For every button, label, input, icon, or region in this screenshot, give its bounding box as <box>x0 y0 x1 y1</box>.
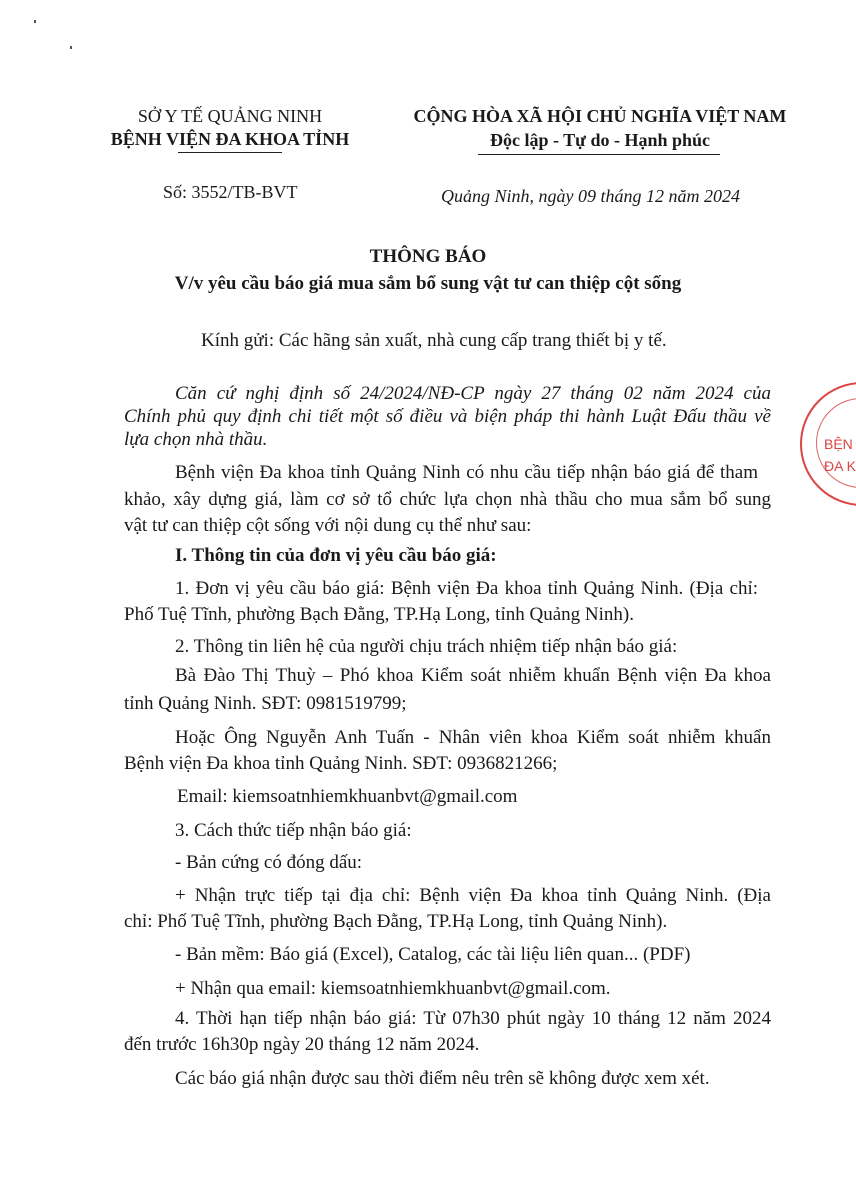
soft-copy-line: - Bản mềm: Báo giá (Excel), Catalog, các tài liệu liên quan... (PDF) <box>175 944 691 965</box>
item-2: 2. Thông tin liên hệ của người chịu trách nhiệm tiếp nhận báo giá: <box>175 636 678 657</box>
intro-line: khảo, xây dựng giá, làm cơ sở tổ chức lựa chọn nhà thầu cho mua sắm bổ sung <box>124 489 771 510</box>
header-nation: CỘNG HÒA XÃ HỘI CHỦ NGHĨA VIỆT NAM <box>413 106 787 126</box>
recipient: Kính gửi: Các hãng sản xuất, nhà cung cấp trang thiết bị y tế. <box>201 330 667 351</box>
intro-line: Bệnh viện Đa khoa tỉnh Quảng Ninh có nhu cầu tiếp nhận báo giá để tham <box>175 462 758 483</box>
header-left-underline <box>178 152 282 153</box>
header-hospital: BỆNH VIỆN ĐA KHOA TỈNH <box>110 129 350 149</box>
hospital-stamp <box>800 382 856 506</box>
header-authority: SỞ Y TẾ QUẢNG NINH <box>137 106 323 126</box>
basis-line: Căn cứ nghị định số 24/2024/NĐ-CP ngày 27 tháng 02 năm 2024 của <box>175 383 771 404</box>
scan-speck <box>34 20 36 23</box>
contact-1-line: Bà Đào Thị Thuỳ – Phó khoa Kiểm soát nhiễm khuẩn Bệnh viện Đa khoa <box>175 665 771 686</box>
header-motto: Độc lập - Tự do - Hạnh phúc <box>489 130 711 150</box>
document-subject: V/v yêu cầu báo giá mua sắm bổ sung vật tư can thiệp cột sống <box>174 273 682 294</box>
document-number: Số: 3552/TB-BVT <box>163 182 298 202</box>
intro-line: vật tư can thiệp cột sống với nội dung cụ thể như sau: <box>124 515 532 536</box>
basis-line: Chính phủ quy định chi tiết một số điều và biện pháp thi hành Luật Đấu thầu về <box>124 406 771 427</box>
item-1-line: Phố Tuệ Tĩnh, phường Bạch Đằng, TP.Hạ Long, tỉnh Quảng Ninh). <box>124 604 634 625</box>
contact-2-line: Hoặc Ông Nguyễn Anh Tuấn - Nhân viên khoa Kiểm soát nhiễm khuẩn <box>175 727 771 748</box>
scan-speck <box>70 46 72 49</box>
email-delivery-line: + Nhận qua email: kiemsoatnhiemkhuanbvt@gmail.com. <box>175 978 611 999</box>
item-4-line: 4. Thời hạn tiếp nhận báo giá: Từ 07h30 phút ngày 10 tháng 12 năm 2024 <box>175 1008 771 1029</box>
contact-2-line: Bệnh viện Đa khoa tỉnh Quảng Ninh. SĐT: 0936821266; <box>124 753 558 774</box>
item-4-line: đến trước 16h30p ngày 20 tháng 12 năm 2024. <box>124 1034 480 1055</box>
direct-delivery-line: chỉ: Phố Tuệ Tĩnh, phường Bạch Đằng, TP.Hạ Long, tỉnh Quảng Ninh). <box>124 911 668 932</box>
document-title: THÔNG BÁO <box>369 246 487 267</box>
item-3: 3. Cách thức tiếp nhận báo giá: <box>175 820 412 841</box>
place-date: Quảng Ninh, ngày 09 tháng 12 năm 2024 <box>441 186 740 206</box>
contact-1-line: tỉnh Quảng Ninh. SĐT: 0981519799; <box>124 693 407 714</box>
hard-copy-line: - Bản cứng có đóng dấu: <box>175 852 363 873</box>
basis-line: lựa chọn nhà thầu. <box>124 429 268 450</box>
header-motto-underline <box>478 154 720 155</box>
closing-line: Các báo giá nhận được sau thời điểm nêu trên sẽ không được xem xét. <box>175 1068 710 1089</box>
direct-delivery-line: + Nhận trực tiếp tại địa chỉ: Bệnh viện Đa khoa tỉnh Quảng Ninh. (Địa <box>175 885 771 906</box>
item-1-line: 1. Đơn vị yêu cầu báo giá: Bệnh viện Đa khoa tỉnh Quảng Ninh. (Địa chỉ: <box>175 578 758 599</box>
section-heading: I. Thông tin của đơn vị yêu cầu báo giá: <box>175 545 497 566</box>
stamp-text: BỆN <box>824 436 853 452</box>
stamp-text: ĐA K <box>824 458 856 474</box>
email-line: Email: kiemsoatnhiemkhuanbvt@gmail.com <box>177 786 518 807</box>
